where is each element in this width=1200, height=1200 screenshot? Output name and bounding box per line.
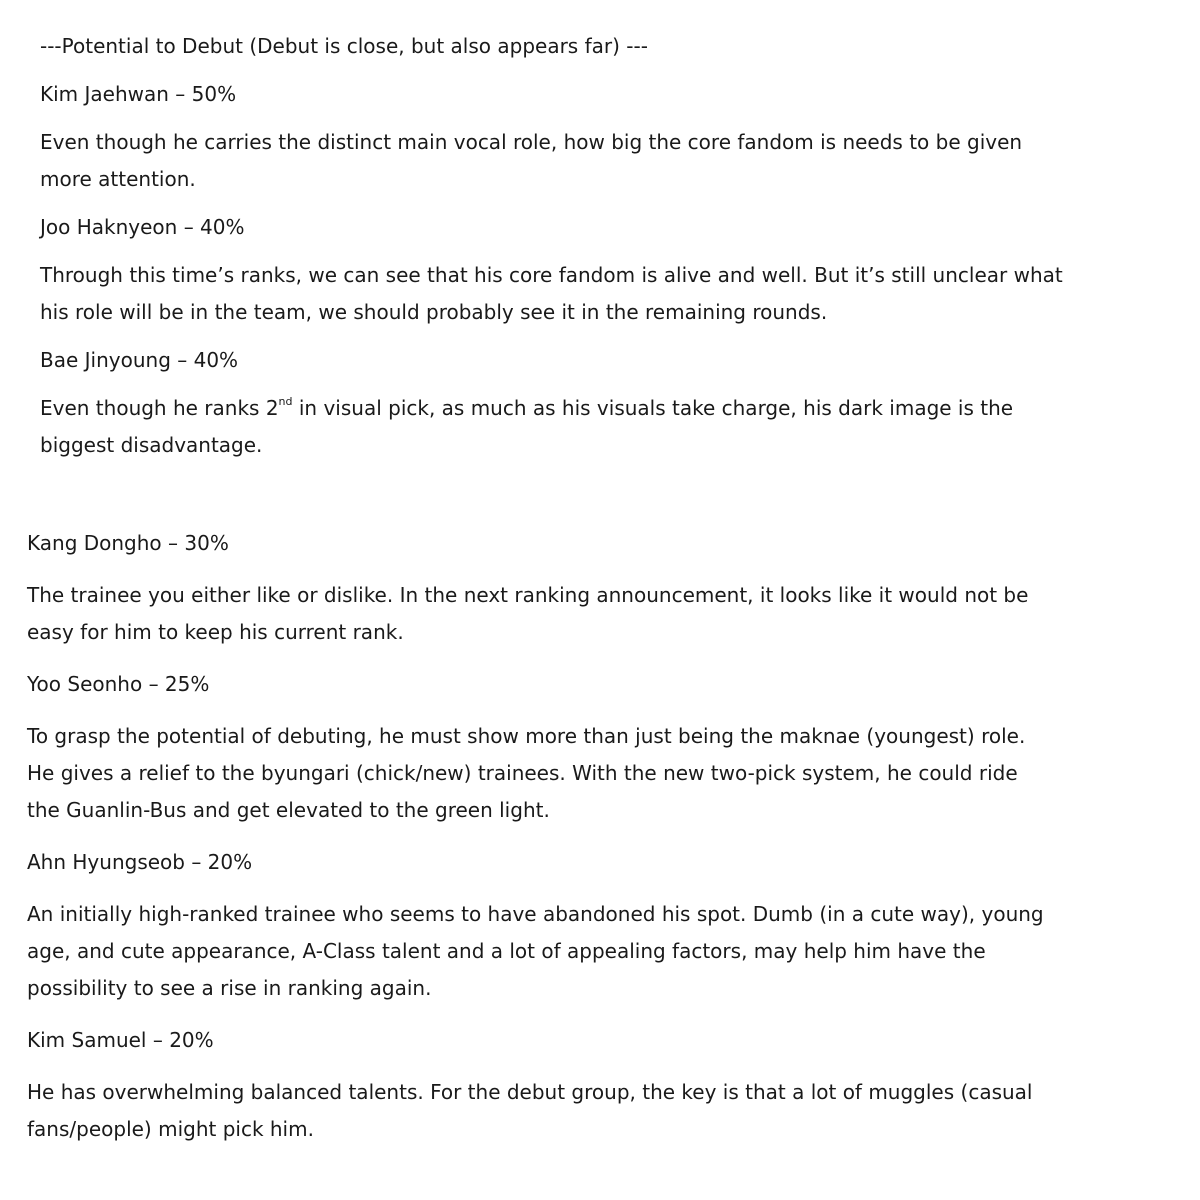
description-line: The trainee you either like or dislike. In the next ranking announcement, it looks like it would not be [27,583,1029,607]
description-line: more attention. [40,167,196,191]
trainee-description [40,257,1150,331]
section-outdented [27,525,1177,1163]
trainee-title: Kang Dongho – 30% [27,531,229,555]
description-line: his role will be in the team, we should probably see it in the remaining rounds. [40,300,828,324]
description-line: the Guanlin-Bus and get elevated to the green light. [27,798,550,822]
description-line [40,390,1150,427]
description-line: fans/people) might pick him. [27,1117,314,1141]
ordinal-suffix: nd [278,395,293,409]
trainee-description [40,124,1150,198]
trainee-title: Kim Samuel – 20% [27,1028,214,1052]
description-line: age, and cute appearance, A-Class talent and a lot of appealing factors, may help him have the [27,939,986,963]
section-heading: ---Potential to Debut (Debut is close, but also appears far) --- [40,34,648,58]
trainee-title: Yoo Seonho – 25% [27,672,210,696]
line-text: Even though he ranks 2 [40,396,279,420]
trainee-description [27,577,1177,651]
description-line: He gives a relief to the byungari (chick/new) trainees. With the new two-pick system, he could ride [27,761,1018,785]
description-line: Even though he carries the distinct main vocal role, how big the core fandom is needs to be given [40,130,1023,154]
description-line: An initially high-ranked trainee who seems to have abandoned his spot. Dumb (in a cute way), young [27,902,1044,926]
description-line: To grasp the potential of debuting, he must show more than just being the maknae (youngest) role. [27,724,1026,748]
trainee-description [27,1074,1177,1148]
trainee-title: Bae Jinyoung – 40% [40,348,239,372]
trainee-description [27,896,1177,1007]
line-text: in visual pick, as much as his visuals take charge, his dark image is the [292,396,1014,420]
trainee-description [40,390,1150,464]
trainee-description [27,718,1177,829]
trainee-title: Kim Jaehwan – 50% [40,82,237,106]
description-line: possibility to see a rise in ranking again. [27,976,432,1000]
description-line: He has overwhelming balanced talents. For the debut group, the key is that a lot of muggles (casual [27,1080,1033,1104]
description-line: easy for him to keep his current rank. [27,620,404,644]
description-line: biggest disadvantage. [40,433,263,457]
trainee-title: Joo Haknyeon – 40% [40,215,245,239]
section-indented [40,28,1150,475]
description-line: Through this time’s ranks, we can see that his core fandom is alive and well. But it’s still unclear what [40,263,1063,287]
trainee-title: Ahn Hyungseob – 20% [27,850,253,874]
